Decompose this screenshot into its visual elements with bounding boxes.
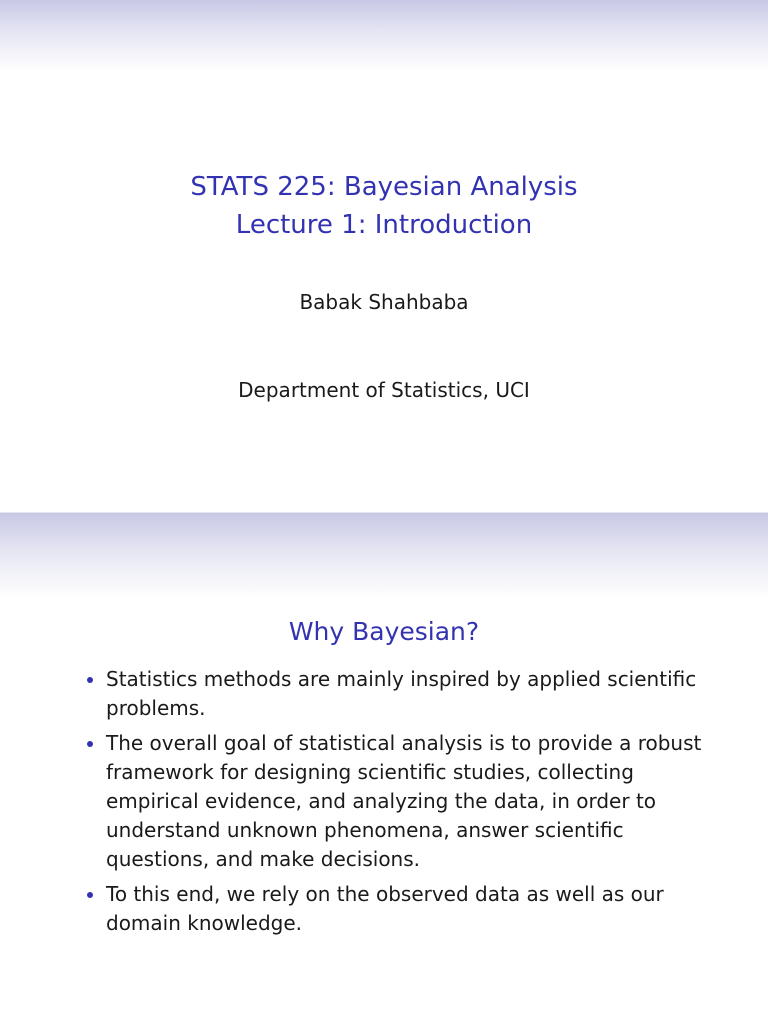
content-slide [0, 512, 768, 1024]
bullet-list [80, 665, 720, 944]
title-block [0, 168, 768, 244]
list-item [80, 665, 720, 723]
list-item [80, 880, 720, 938]
bullet-icon [87, 892, 93, 898]
presentation-title: STATS 225: Bayesian Analysis [190, 172, 578, 202]
institute: Department of Statistics, UCI [238, 378, 530, 402]
bullet-icon [87, 741, 93, 747]
lecture-subtitle: Lecture 1: Introduction [235, 210, 533, 240]
header-band [0, 0, 768, 72]
bullet-icon [87, 677, 93, 683]
header-band [0, 513, 768, 599]
author: Babak Shahbaba [299, 290, 469, 314]
bullet-text: The overall goal of statistical analysis is to provide a robust framework for designing scientific studies, collecting empirical evidence, and analyzing the data, in order to understand unknown phenomena, answer scientific questions, and make decisions. [106, 731, 702, 871]
list-item [80, 729, 720, 874]
bullet-text: To this end, we rely on the observed data as well as our domain knowledge. [106, 882, 664, 935]
bullet-text: Statistics methods are mainly inspired by applied scientific problems. [106, 667, 697, 720]
frame-title: Why Bayesian? [288, 617, 480, 646]
